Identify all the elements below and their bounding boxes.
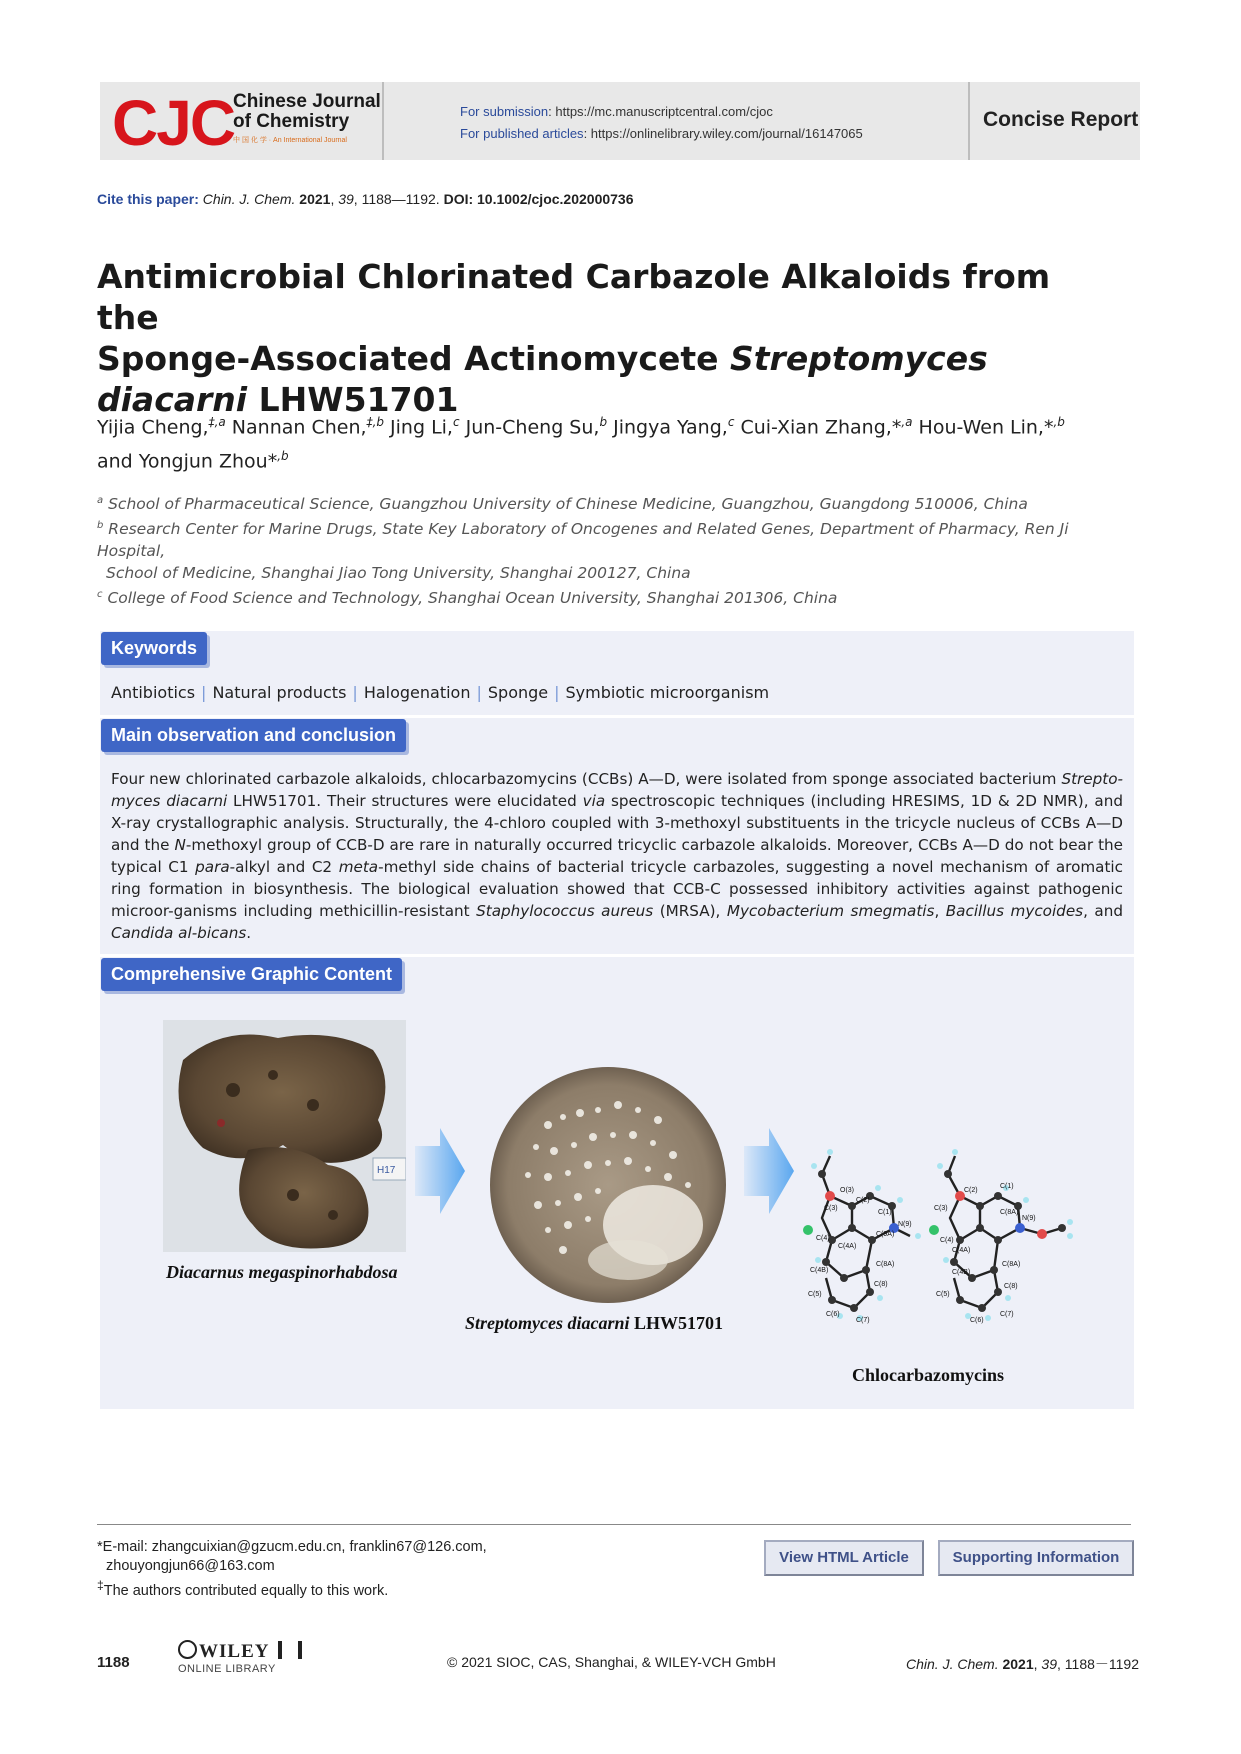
banner-divider — [382, 82, 384, 160]
submission-link[interactable]: For submission: https://mc.manuscriptcentral.com/cjoc — [460, 104, 773, 119]
keywords-list: Antibiotics | Natural products | Halogenation | Sponge | Symbiotic microorganism — [111, 683, 770, 702]
atom-label: C(4) — [940, 1237, 954, 1244]
petri-dish-photo — [488, 1065, 728, 1305]
journal-subtitle: 中 国 化 学 · An International Journal — [233, 137, 347, 144]
main-observation-heading: Main observation and conclusion — [101, 719, 406, 752]
page-number: 1188 — [97, 1654, 130, 1671]
atom-label: C(6) — [826, 1311, 840, 1318]
atom-label: N(9) — [898, 1221, 912, 1228]
keyword: Halogenation — [363, 683, 471, 702]
supporting-information-button[interactable]: Supporting Information — [938, 1540, 1134, 1576]
caption-compounds: Chlocarbazomycins — [852, 1365, 1004, 1385]
corresponding-emails: *E-mail: zhangcuixian@gzucm.edu.cn, franklin67@126.com, zhouyongjun66@163.com ‡The authors contributed equally to this work. — [97, 1539, 487, 1599]
affiliations: $^a$ School of Pharmaceutical Science, Guangzhou University of Chinese Medicine, Guangzhou, Guangdong 510006, China $^b$ Research Center for Marine Drugs, State Key Laboratory of Oncogenes and Related Genes, Department of Pharmacy, Ren Ji Hospital, School of Medicine, Shanghai Jiao Tong University, Shanghai 200127, China $^c$ College of Food Science and Technology, Shanghai Ocean University, Shanghai 201306, China — [97, 495, 1069, 608]
atom-label: C(8A) — [1002, 1261, 1021, 1268]
running-citation: Chin. J. Chem. 2021, 39, 1188－1192 — [906, 1656, 1139, 1672]
atom-label: C(4A) — [952, 1247, 971, 1254]
citation-line: Cite this paper: Chin. J. Chem. 2021, 39, 1188—1192. DOI: 10.1002/cjoc.202000736 — [97, 191, 634, 207]
keyword: Antibiotics — [111, 683, 196, 702]
arrow-icon — [744, 1128, 794, 1214]
footer-rule — [97, 1524, 1131, 1525]
keyword: Symbiotic microorganism — [565, 683, 770, 702]
atom-label: C(1) — [1000, 1183, 1014, 1190]
atom-label: C(6) — [970, 1317, 984, 1324]
banner-divider — [968, 82, 970, 160]
caption-bacteria: Streptomyces diacarni LHW51701 — [465, 1313, 724, 1333]
atom-label: N(9) — [1022, 1215, 1036, 1222]
keyword: Sponge — [487, 683, 549, 702]
atom-label: C(4B) — [810, 1267, 829, 1274]
published-articles-link[interactable]: For published articles: https://onlinelibrary.wiley.com/journal/16147065 — [460, 126, 863, 141]
atom-label: C(7) — [1000, 1311, 1014, 1318]
author-list: Yijia Cheng,$^{\ddagger,a}$ Nannan Chen,$^{\ddagger,b}$ Jing Li,$^c$ Jun-Cheng Su,$^b$ Jingya Yang,$^c$ Cui-Xian Zhang,*$^{,a}$ Hou-Wen Lin,*$^{,b}$ and Yongjun Zhou*$^{,b}$ — [97, 415, 1065, 473]
atom-label: C(5) — [936, 1291, 950, 1298]
atom-label: C(4) — [816, 1235, 830, 1242]
atom-label: C(8A) — [1000, 1209, 1019, 1216]
sponge-label: H17 — [377, 1165, 396, 1176]
atom-label: C(2) — [964, 1187, 978, 1194]
atom-label: C(8A) — [876, 1261, 895, 1268]
sponge-photo — [163, 1020, 406, 1252]
atom-label: C(9A) — [876, 1231, 895, 1238]
atom-label: C(4A) — [838, 1243, 857, 1250]
article-type: Concise Report — [983, 108, 1139, 131]
atom-label: C(4B) — [952, 1269, 971, 1276]
graphic-heading: Comprehensive Graphic Content — [101, 958, 402, 991]
crystal-structures — [800, 1148, 1090, 1348]
keyword: Natural products — [212, 683, 347, 702]
atom-label: C(3) — [824, 1205, 838, 1212]
doi[interactable]: DOI: 10.1002/cjoc.202000736 — [443, 191, 634, 207]
keywords-panel — [100, 631, 1134, 715]
keywords-heading: Keywords — [101, 632, 207, 665]
copyright: © 2021 SIOC, CAS, Shanghai, & WILEY-VCH GmbH — [447, 1654, 776, 1670]
arrow-icon — [415, 1128, 465, 1214]
atom-label: C(8) — [1004, 1283, 1018, 1290]
caption-sponge: Diacarnus megaspinorhabdosa — [166, 1262, 398, 1282]
atom-label: C(8) — [874, 1281, 888, 1288]
atom-label: C(1) — [878, 1209, 892, 1216]
atom-label: C(3) — [934, 1205, 948, 1212]
wiley-online-library-logo: WILEY ONLINE LIBRARY — [178, 1640, 302, 1675]
atom-label: C(2) — [856, 1197, 870, 1204]
atom-label: C(5) — [808, 1291, 822, 1298]
view-html-article-button[interactable]: View HTML Article — [764, 1540, 924, 1576]
wiley-globe-icon — [178, 1640, 197, 1659]
atom-label: O(3) — [840, 1187, 854, 1194]
abstract-text: Four new chlorinated carbazole alkaloids, chlocarbazomycins (CCBs) A—D, were isolated from sponge associated bacterium Strepto-myces diacarni LHW51701. Their structures were elucidated via spectroscopic techniques (including HRESIMS, 1D & 2D NMR), and X-ray crystallographic analysis. Structurally, the 4-chloro coupled with 3-methoxyl substituents in the tricycle nucleus of CCBs A—D and the N-methoxyl group of CCB-D are rare in naturally occurred tricyclic carbazole alkaloids. Moreover, CCBs A—D do not bear the typical C1 para-alkyl and C2 meta-methyl side chains of bacterial tricycle carbazoles, suggesting a novel mechanism of aromatic ring formation in biosynthesis. The biological evaluation showed that CCB-C possessed inhibitory activities against pathogenic microor-ganisms including methicillin-resistant Staphylococcus aureus (MRSA), Mycobacterium smegmatis, Bacillus mycoides, and Candida al-bicans. — [111, 770, 1123, 942]
cjc-logo: CJC — [112, 87, 235, 159]
article-title: Antimicrobial Chlorinated Carbazole Alkaloids from the Sponge-Associated Actinomycete Streptomyces diacarni LHW51701 — [97, 257, 1051, 419]
journal-name: Chinese Journal of Chemistry — [233, 91, 381, 132]
library-books-icon — [278, 1641, 302, 1659]
atom-label: C(7) — [856, 1317, 870, 1324]
